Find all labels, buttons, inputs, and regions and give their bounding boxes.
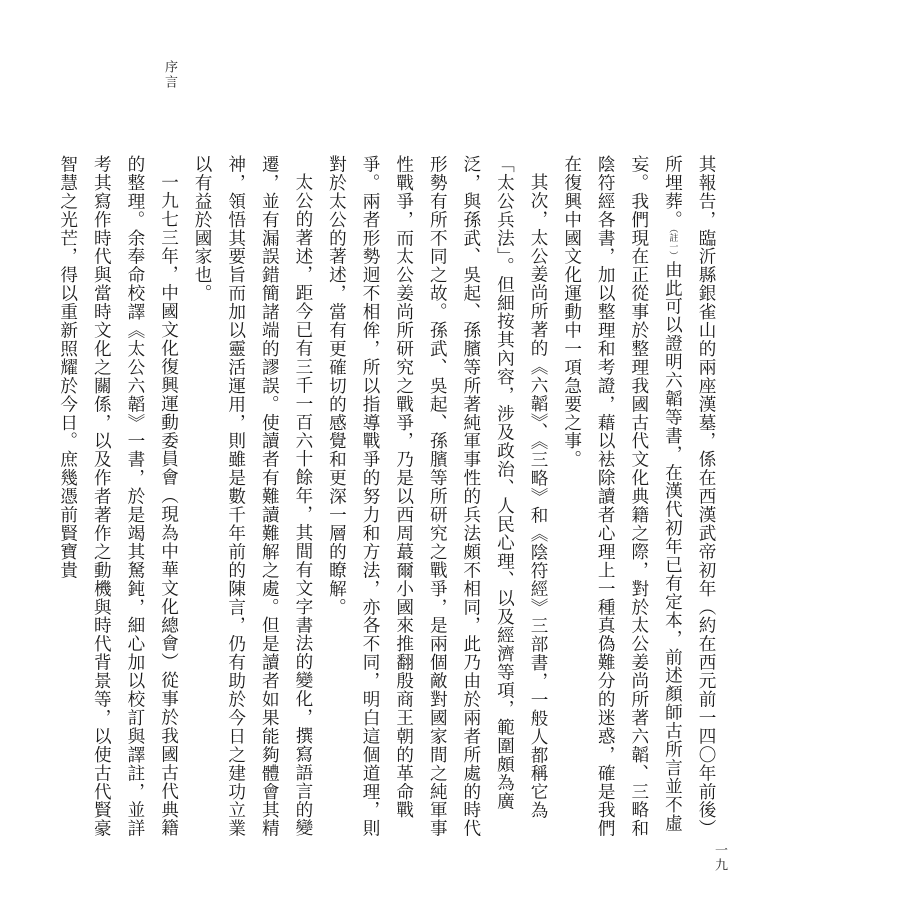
footnote-marker: （註一） (667, 228, 678, 261)
paragraph-2: 其次，太公姜尚所著的《六韜》、《三略》和《陰符經》三部書，一般人都稱它為「太公兵法」。但細按其內容，涉及政治、人民心理、以及經濟等項，範圍頗為廣泛，與孫武、吳起、孫臏等所著純軍事性的兵法頗不相同，此乃由於兩者所處的時代形勢有所不同之故。孫武、吳起、孫臏等所研究之戰爭，是兩個敵對國家間之純軍事性戰爭，而太公姜尚所研究之戰爭，乃是以西周蕞爾小國來推翻殷商王朝的革命戰爭。兩者形勢迥不相侔，所以指導戰爭的努力和方法，亦各不同，明白這個道理，則對於太公的著述，當有更確切的感覺和更深一層的瞭解。 (326, 155, 549, 838)
page-number: 一九 (712, 843, 727, 873)
paragraph-1 (554, 155, 722, 845)
paragraph-1-text-a: 其報告，臨沂縣銀雀山的兩座漢墓，係在西漢武帝初年（約在西元前一四〇年前後）所埋葬。 (662, 155, 716, 838)
running-head: 序言 (162, 60, 177, 90)
paragraph-4: 一九七三年，中國文化復興運動委員會（現為中華文化總會）從事於我國古代典籍的整理。余奉命校譯《太公六韜》一書，於是竭其駑鈍，細心加以校訂與譯註，並詳考其寫作時代與當時文化之關係，以及作者著作之動機與時代背景等，以使古代賢豪智慧之光芒，得以重新照耀於今日。庶幾憑前賢寶貴 (57, 155, 179, 838)
paragraph-1-text-b: 由此可以證明六韜等書，在漢代初年已有定本，前述顏師古所言並不虛妄。我們現在正從事於整理我國古代文化典籍之際，對於太公姜尚所著六韜、三略和陰符經各書，加以整理和考證，藉以袪除讀者心理上一種真偽難分的迷惑，確是我們在復興中國文化運動中一項急要之事。 (561, 155, 683, 838)
paragraph-3: 太公的著述，距今已有三千一百六十餘年，其間有文字書法的變化，撰寫語言的變遷，並有漏誤錯簡諸端的謬誤。使讀者有難讀難解之處。但是讀者如果能夠體會其精神，領悟其要旨而加以靈活運用，則雖是數千年前的陳言，仍有助於今日之建功立業以有益於國家也。 (192, 155, 313, 838)
body-text (57, 155, 722, 845)
